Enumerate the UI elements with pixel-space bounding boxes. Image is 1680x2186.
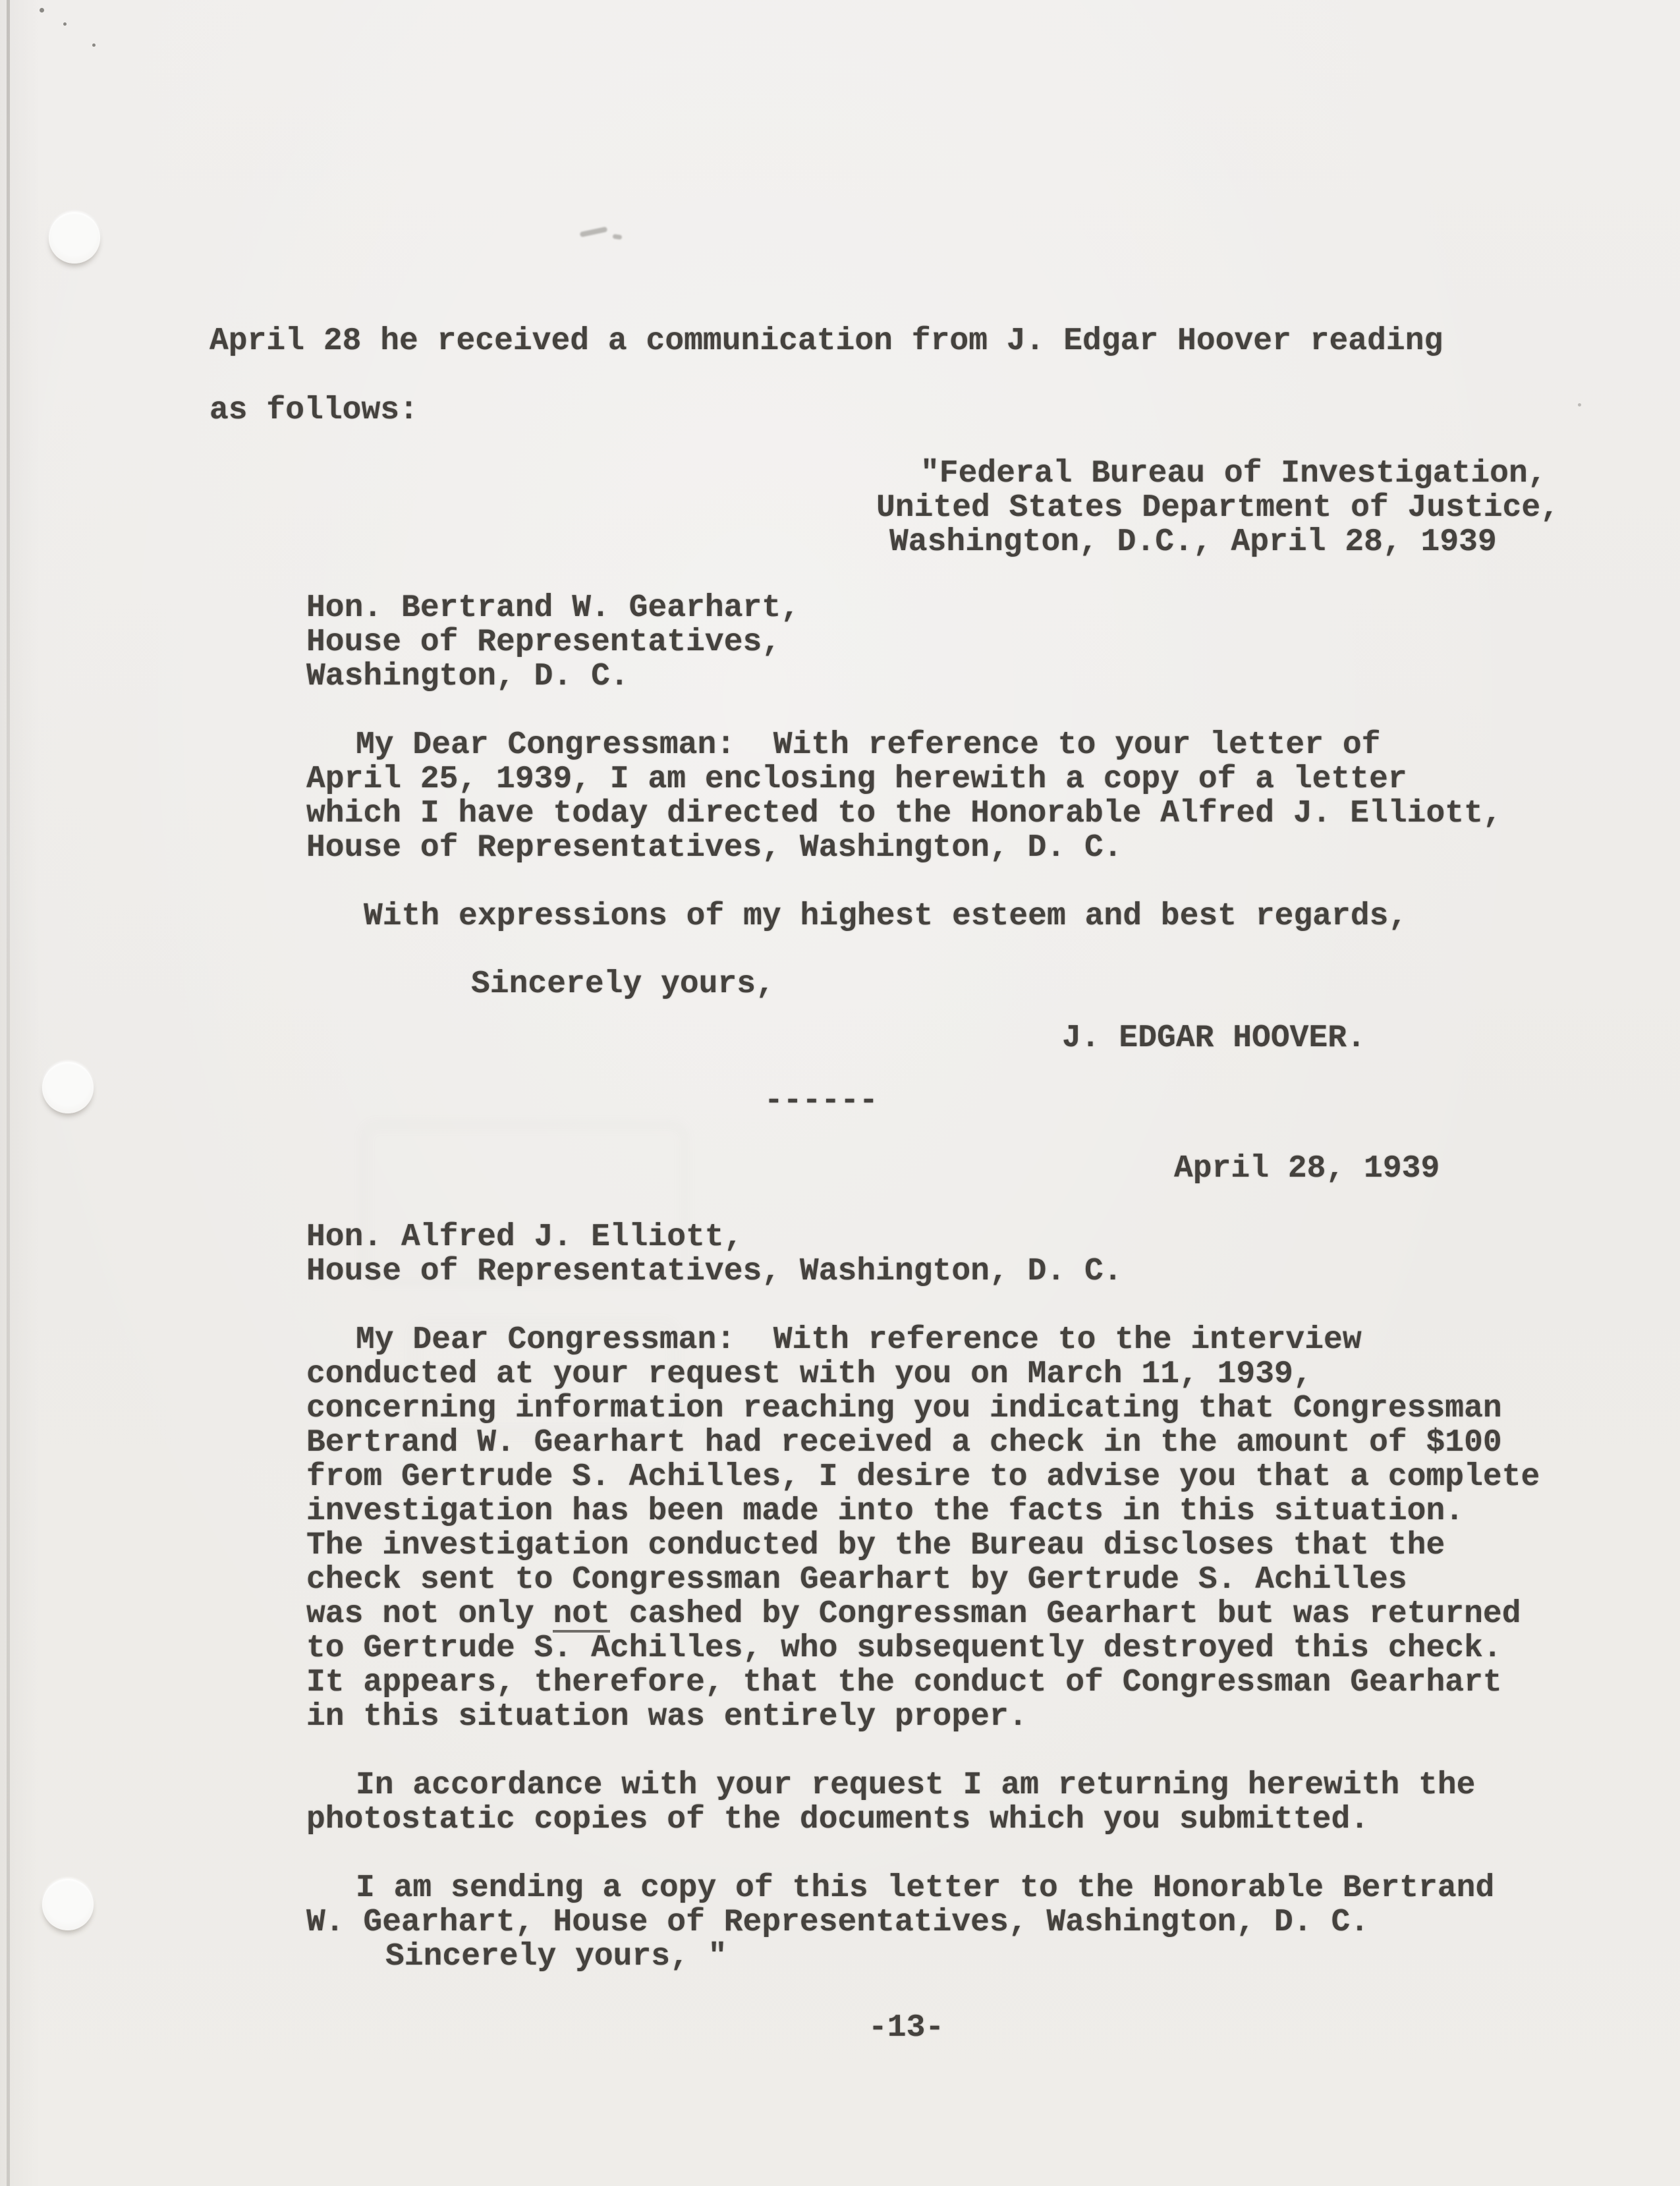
- date-line: April 28, 1939: [1174, 1151, 1440, 1187]
- closing-line: Sincerely yours, ": [385, 1939, 727, 1975]
- letter-body-line: W. Gearhart, House of Representatives, Washington, D. C.: [306, 1905, 1370, 1940]
- page-number: -13-: [868, 2010, 945, 2046]
- body-text: cashed by Congressman Gearhart but was returned: [609, 1596, 1521, 1632]
- pencil-smudge: [613, 234, 623, 240]
- body-text: was not only: [306, 1596, 553, 1632]
- letter-body-line: Bertrand W. Gearhart had received a check in the amount of $100: [306, 1425, 1502, 1461]
- letter-body-line: photostatic copies of the documents which you submitted.: [306, 1802, 1370, 1837]
- punch-hole-bottom: [42, 1879, 94, 1930]
- letter-body-line-with-underline: [306, 1597, 1521, 1633]
- closing-line: Sincerely yours,: [471, 967, 775, 1002]
- letter-body-line: concerning information reaching you indicating that Congressman: [306, 1391, 1502, 1426]
- letterhead-line: "Federal Bureau of Investigation,: [920, 456, 1547, 491]
- ink-speck: [40, 8, 44, 13]
- recipient-line: Hon. Bertrand W. Gearhart,: [306, 590, 800, 626]
- letter-body-line: check sent to Congressman Gearhart by Gertrude S. Achilles: [306, 1562, 1407, 1598]
- letterhead-line: United States Department of Justice,: [876, 490, 1559, 526]
- page-left-edge-shadow: [7, 0, 10, 2186]
- punch-hole-middle: [42, 1062, 94, 1113]
- intro-line: as follows:: [210, 393, 418, 428]
- separator-dashes: ------: [764, 1083, 878, 1119]
- recipient-line: House of Representatives,: [306, 625, 781, 660]
- recipient-line: Washington, D. C.: [306, 659, 629, 694]
- signature-line: J. EDGAR HOOVER.: [1062, 1021, 1366, 1056]
- recipient-line: Hon. Alfred J. Elliott,: [306, 1219, 743, 1255]
- punch-hole-top: [49, 212, 100, 264]
- letter-body-line: from Gertrude S. Achilles, I desire to advise you that a complete: [306, 1459, 1540, 1495]
- letter-body-line: The investigation conducted by the Bureau discloses that the: [306, 1528, 1445, 1563]
- ink-speck: [63, 22, 67, 26]
- letter-body-line: April 25, 1939, I am enclosing herewith a copy of a letter: [306, 762, 1407, 797]
- letter-body-line: My Dear Congressman: With reference to your letter of: [356, 727, 1381, 763]
- recipient-line: House of Representatives, Washington, D. C.: [306, 1254, 1123, 1289]
- letter-body-line: which I have today directed to the Honorable Alfred J. Elliott,: [306, 796, 1502, 831]
- letter-body-line: I am sending a copy of this letter to the Honorable Bertrand: [356, 1870, 1495, 1906]
- pencil-smudge: [580, 227, 608, 238]
- letter-body-line: In accordance with your request I am returning herewith the: [356, 1768, 1476, 1803]
- letter-body-line: in this situation was entirely proper.: [306, 1699, 1028, 1735]
- intro-line: April 28 he received a communication from J. Edgar Hoover reading: [210, 323, 1443, 359]
- letter-body-line: It appears, therefore, that the conduct of Congressman Gearhart: [306, 1665, 1502, 1700]
- letter-body-line: House of Representatives, Washington, D. C.: [306, 830, 1123, 866]
- underlined-word: not: [553, 1596, 610, 1632]
- letter-body-line: conducted at your request with you on March 11, 1939,: [306, 1357, 1312, 1392]
- letterhead-line: Washington, D.C., April 28, 1939: [889, 524, 1497, 560]
- letter-body-line: My Dear Congressman: With reference to the interview: [356, 1322, 1362, 1358]
- letter-body-line: investigation has been made into the facts in this situation.: [306, 1494, 1465, 1529]
- letter-body-line: to Gertrude S. Achilles, who subsequently destroyed this check.: [306, 1631, 1502, 1666]
- ink-speck: [1578, 403, 1581, 406]
- ink-speck: [92, 43, 96, 47]
- letter-body-line: With expressions of my highest esteem and best regards,: [364, 899, 1408, 934]
